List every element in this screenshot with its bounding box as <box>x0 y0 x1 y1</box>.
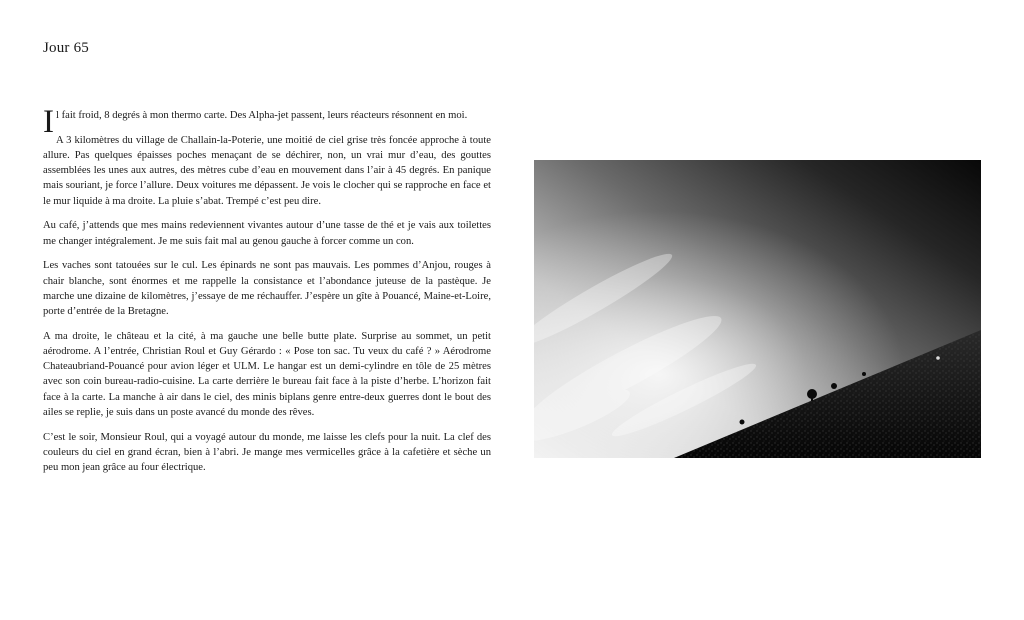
page-title: Jour 65 <box>43 40 89 56</box>
paragraph-2: A 3 kilomètres du village de Challain-la-Poterie, une moitié de ciel grise très foncée approche à toute allure. Pas quelques épaisses poches menaçant de se déchirer, non, un vrai mur d’eau, des gouttes assemblées les unes aux autres, des mètres cube d’eau en mouvement dans l’air à 45 degrés. En panique mais souriant, je force l’allure. Deux voitures me dépassent. Je vois le clocher qui se rapproche en face et le mur liquide à ma droite. La pluie s’abat. Trempé c’est peu dire. <box>43 134 491 207</box>
paragraph-5: A ma droite, le château et la cité, à ma gauche une belle butte plate. Surprise au sommet, un petit aérodrome. A l’entrée, Christian Roul et Guy Gérardo : « Pose ton sac. Tu veux du café ? » Aérodrome Chateaubriand-Pouancé pour avion léger et ULM. Le hangar est un demi-cylindre en tôle de 25 mètres avec son coin bureau-radio-cuisine. La carte derrière le bureau fait face à la piste d’herbe. L’horizon fait face à la carte. La manche à air dans le ciel, des minis biplans genre entre-deux guerres dont le bout des ailes se replie, je suis dans un poste avancé du monde des rêves. <box>43 330 491 418</box>
paragraph-1 <box>43 104 491 140</box>
photo-svg <box>534 160 981 458</box>
paragraph-4: Les vaches sont tatouées sur le cul. Les épinards ne sont pas mauvais. Les pommes d’Anjou, rouges à chair blanche, sont énormes et me rappelle la consistance et l’abondance juteuse de la pastèque. Je marche une dizaine de kilomètres, j’essaye de me réchauffer. J’espère un gîte à Pouancé, Maine-et-Loire, porte d’entrée de la Bretagne. <box>43 260 491 318</box>
paragraph-3: Au café, j’attends que mes mains redeviennent vivantes autour d’une tasse de thé et je vais aux toilettes me changer intégralement. Je me suis fait mal au genou gauche à forcer comme un con. <box>43 220 491 247</box>
paragraph-1-text: l fait froid, 8 degrés à mon thermo carte. Des Alpha-jet passent, leurs réacteurs résonnent en moi. <box>56 110 468 121</box>
drop-cap: I <box>43 104 54 140</box>
paragraph-6: C’est le soir, Monsieur Roul, qui a voyagé autour du monde, me laisse les clefs pour la nuit. La clef des couleurs du ciel en grand écran, bien à l’abri. Je mange mes vermicelles grâce à la cafetière et sèche un peu mon jean grâce au four électrique. <box>43 431 491 474</box>
landscape-photo <box>534 160 981 458</box>
article-body <box>43 104 491 485</box>
distant-figure <box>936 356 940 360</box>
